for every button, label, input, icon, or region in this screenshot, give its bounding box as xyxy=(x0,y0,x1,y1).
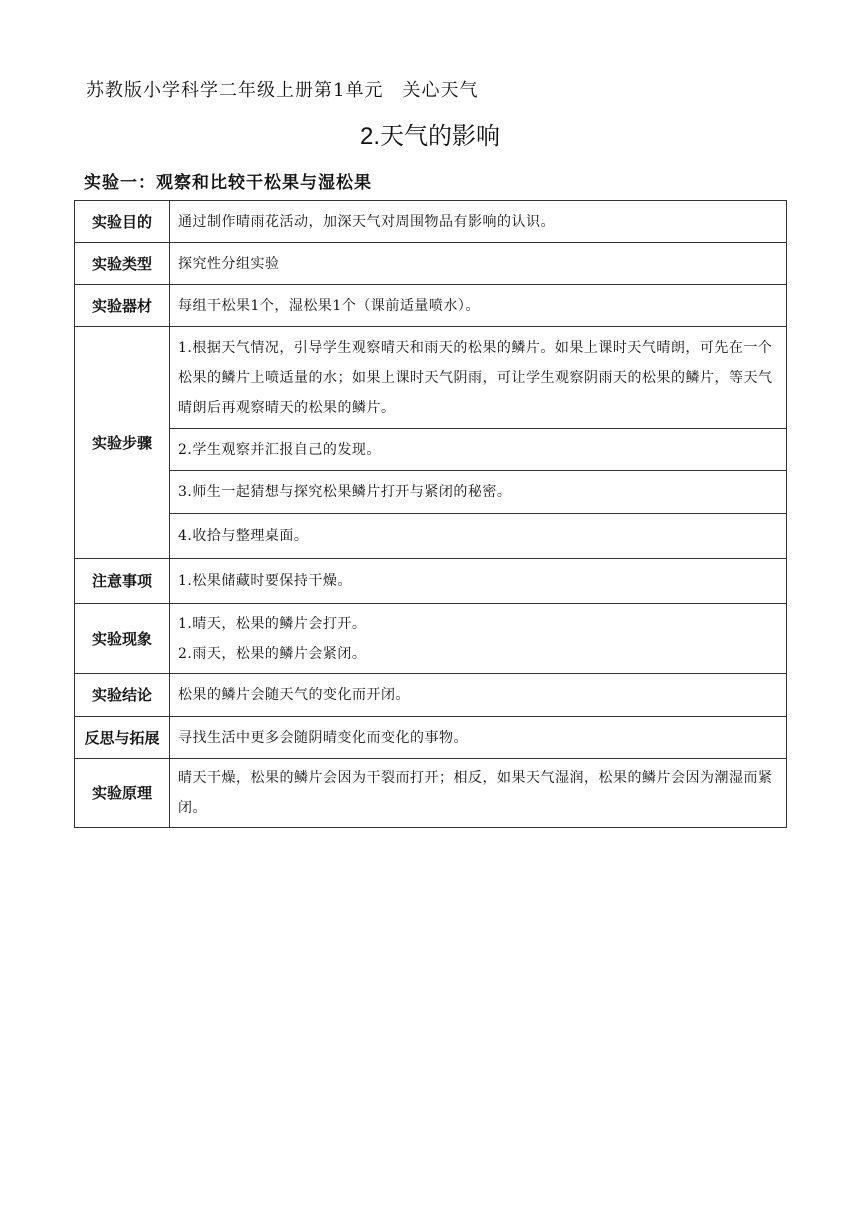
table-row xyxy=(75,201,787,243)
row-value xyxy=(170,604,787,674)
table-row xyxy=(75,759,787,828)
row-label: 反思与拓展 xyxy=(75,717,170,759)
row-label: 实验结论 xyxy=(75,674,170,717)
table-row xyxy=(75,604,787,674)
row-value: 寻找生活中更多会随阴晴变化而变化的事物。 xyxy=(170,717,787,759)
row-label: 实验类型 xyxy=(75,243,170,285)
experiment-table xyxy=(74,200,787,828)
row-value: 1.松果储藏时要保持干燥。 xyxy=(170,559,787,604)
step-item: 1.根据天气情况，引导学生观察晴天和雨天的松果的鳞片。如果上课时天气晴朗，可先在一个松果的鳞片上喷适量的水；如果上课时天气阴雨，可让学生观察阴雨天的松果的鳞片，等天气晴朗后再观察晴天的松果的鳞片。 xyxy=(170,327,787,429)
table-row xyxy=(75,559,787,604)
table-row xyxy=(75,327,787,429)
row-value: 每组干松果1个，湿松果1个（课前适量喷水）。 xyxy=(170,285,787,327)
row-value: 探究性分组实验 xyxy=(170,243,787,285)
table-row xyxy=(75,429,787,471)
table-row xyxy=(75,471,787,514)
row-value: 晴天干燥，松果的鳞片会因为干裂而打开；相反，如果天气湿润，松果的鳞片会因为潮湿而紧闭。 xyxy=(170,759,787,828)
phenomenon-item: 1.晴天，松果的鳞片会打开。 xyxy=(178,615,367,632)
row-label: 实验步骤 xyxy=(75,327,170,559)
experiment-heading: 实验一：观察和比较干松果与湿松果 xyxy=(84,173,372,193)
row-label: 注意事项 xyxy=(75,559,170,604)
table-row xyxy=(75,285,787,327)
step-item: 3.师生一起猜想与探究松果鳞片打开与紧闭的秘密。 xyxy=(170,471,787,514)
lesson-title: 2.天气的影响 xyxy=(359,123,500,150)
row-value: 松果的鳞片会随天气的变化而开闭。 xyxy=(170,674,787,717)
table-row xyxy=(75,243,787,285)
document-header: 苏教版小学科学二年级上册第1单元 关心天气 xyxy=(86,80,479,101)
row-label: 实验原理 xyxy=(75,759,170,828)
row-label: 实验目的 xyxy=(75,201,170,243)
table-row xyxy=(75,717,787,759)
phenomenon-item: 2.雨天，松果的鳞片会紧闭。 xyxy=(178,645,367,662)
row-label: 实验器材 xyxy=(75,285,170,327)
step-item: 2.学生观察并汇报自己的发现。 xyxy=(170,429,787,471)
step-item: 4.收拾与整理桌面。 xyxy=(170,514,787,559)
table-row xyxy=(75,674,787,717)
row-label: 实验现象 xyxy=(75,604,170,674)
row-value: 通过制作晴雨花活动，加深天气对周围物品有影响的认识。 xyxy=(170,201,787,243)
table-row xyxy=(75,514,787,559)
